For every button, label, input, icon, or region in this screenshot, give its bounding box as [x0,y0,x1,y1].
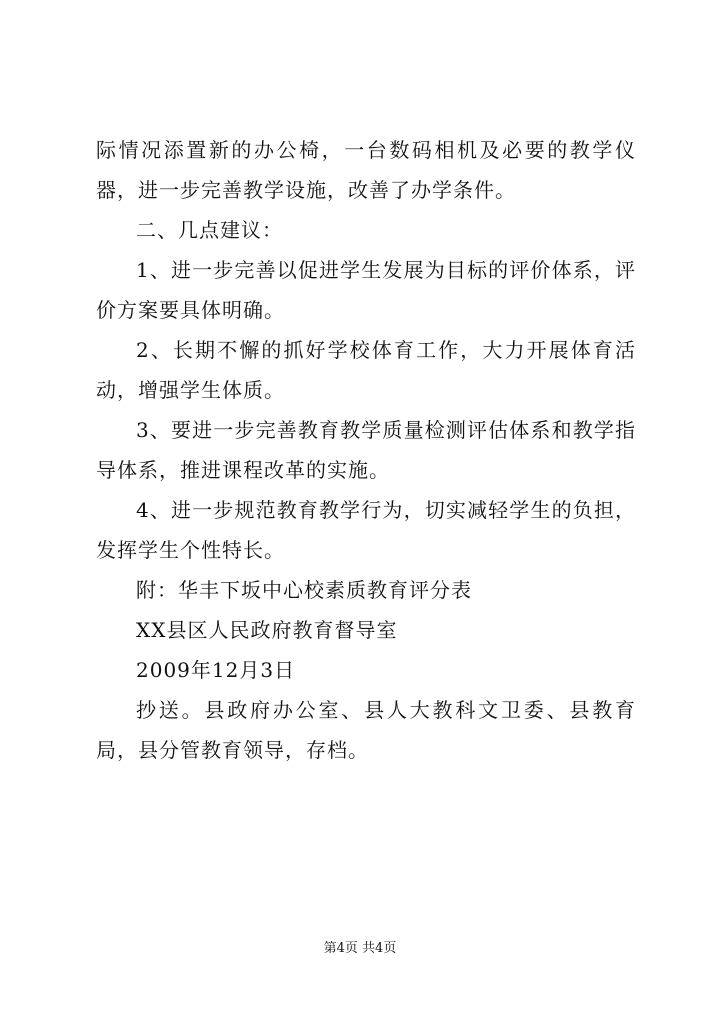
copy-to-list: 抄送。县政府办公室、县人大教科文卫委、县教育局，县分管教育领导，存档。 [96,698,636,762]
attachment-note: 附：华丰下坂中心校素质教育评分表 [136,578,472,602]
document-body [96,130,636,770]
section-heading-suggestions: 二、几点建议： [136,218,283,242]
body-paragraph-continued: 际情况添置新的办公椅，一台数码相机及必要的教学仪器，进一步完善教学设施，改善了办学条件。 [96,138,636,202]
page-number-footer: 第4页 共4页 [323,941,397,956]
suggestion-item-2: 2、长期不懈的抓好学校体育工作，大力开展体育活动，增强学生体质。 [96,338,636,402]
suggestion-item-1: 1、进一步完善以促进学生发展为目标的评价体系，评价方案要具体明确。 [96,258,636,322]
suggestion-item-4: 4、进一步规范教育教学行为，切实减轻学生的负担，发挥学生个性特长。 [96,498,636,562]
suggestion-item-3: 3、要进一步完善教育教学质量检测评估体系和教学指导体系，推进课程改革的实施。 [96,418,636,482]
issuing-office: XX县区人民政府教育督导室 [136,618,398,642]
issue-date: 2009年12月3日 [136,658,296,682]
